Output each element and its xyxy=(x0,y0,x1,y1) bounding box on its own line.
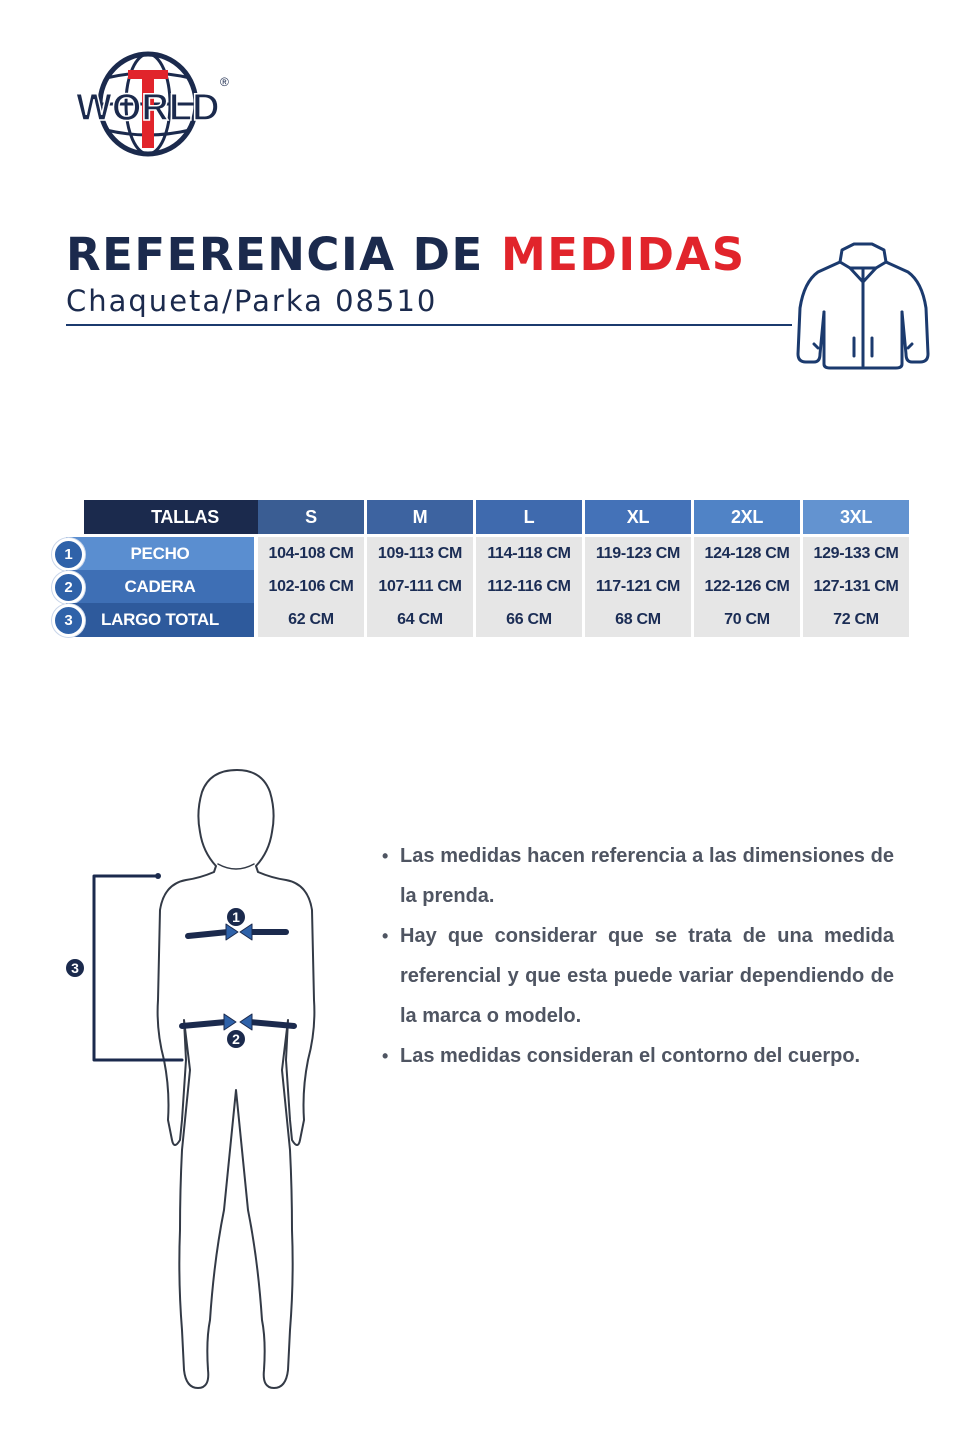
table-cell: 64 CM xyxy=(367,603,473,637)
header-size-s: S xyxy=(258,500,364,534)
table-cell: 129-133 CM xyxy=(803,537,909,571)
table-cell: 119-123 CM xyxy=(585,537,691,571)
header-size-m: M xyxy=(367,500,473,534)
row-number-badge: 2 xyxy=(52,571,85,604)
note-item: • Las medidas hacen referencia a las dimensiones de la prenda. xyxy=(382,836,894,916)
table-cell: 109-113 CM xyxy=(367,537,473,571)
registered-mark: ® xyxy=(220,75,229,89)
row-number-badge: 3 xyxy=(52,604,85,637)
header-size-l: L xyxy=(476,500,582,534)
brand-logo xyxy=(70,48,240,160)
table-cell: 62 CM xyxy=(258,603,364,637)
world-globe-logo xyxy=(70,48,240,160)
table-cell: 124-128 CM xyxy=(694,537,800,571)
table-row-pecho xyxy=(52,537,912,571)
table-cell: 104-108 CM xyxy=(258,537,364,571)
note-item: • Hay que considerar que se trata de una medida referencial y que esta puede variar dependiendo de la marca o modelo. xyxy=(382,916,894,1036)
table-row-cadera xyxy=(52,570,912,604)
table-row-largo-total xyxy=(52,603,912,637)
header-size-3xl: 3XL xyxy=(803,500,909,534)
header-tallas: TALLAS xyxy=(84,500,286,534)
length-marker: 3 xyxy=(64,957,86,979)
logo-wordmark: WORLD xyxy=(76,87,220,129)
table-cell: 127-131 CM xyxy=(803,570,909,604)
body-outline xyxy=(50,760,360,1400)
table-header-row xyxy=(52,500,912,534)
header-size-xl: XL xyxy=(585,500,691,534)
row-label-largo-total: LARGO TOTAL xyxy=(66,603,254,637)
hip-marker: 2 xyxy=(225,1028,247,1050)
size-table xyxy=(52,500,912,640)
row-number-badge: 1 xyxy=(52,538,85,571)
jacket-icon xyxy=(790,238,936,378)
table-cell: 122-126 CM xyxy=(694,570,800,604)
table-cell: 68 CM xyxy=(585,603,691,637)
row-label-cadera: CADERA xyxy=(66,570,254,604)
table-cell: 112-116 CM xyxy=(476,570,582,604)
table-cell: 70 CM xyxy=(694,603,800,637)
product-subtitle: Chaqueta/Parka 08510 xyxy=(66,284,438,318)
note-item: • Las medidas consideran el contorno del cuerpo. xyxy=(382,1036,894,1076)
title-accent: MEDIDAS xyxy=(500,228,746,281)
chest-marker: 1 xyxy=(225,906,247,928)
page-title xyxy=(66,228,746,281)
title-text: REFERENCIA DE xyxy=(66,228,501,281)
row-label-pecho: PECHO xyxy=(66,537,254,571)
table-cell: 114-118 CM xyxy=(476,537,582,571)
table-cell: 117-121 CM xyxy=(585,570,691,604)
table-cell: 102-106 CM xyxy=(258,570,364,604)
header-size-2xl: 2XL xyxy=(694,500,800,534)
table-cell: 66 CM xyxy=(476,603,582,637)
table-cell: 107-111 CM xyxy=(367,570,473,604)
title-divider xyxy=(66,324,792,326)
table-cell: 72 CM xyxy=(803,603,909,637)
notes-list xyxy=(382,836,894,1076)
